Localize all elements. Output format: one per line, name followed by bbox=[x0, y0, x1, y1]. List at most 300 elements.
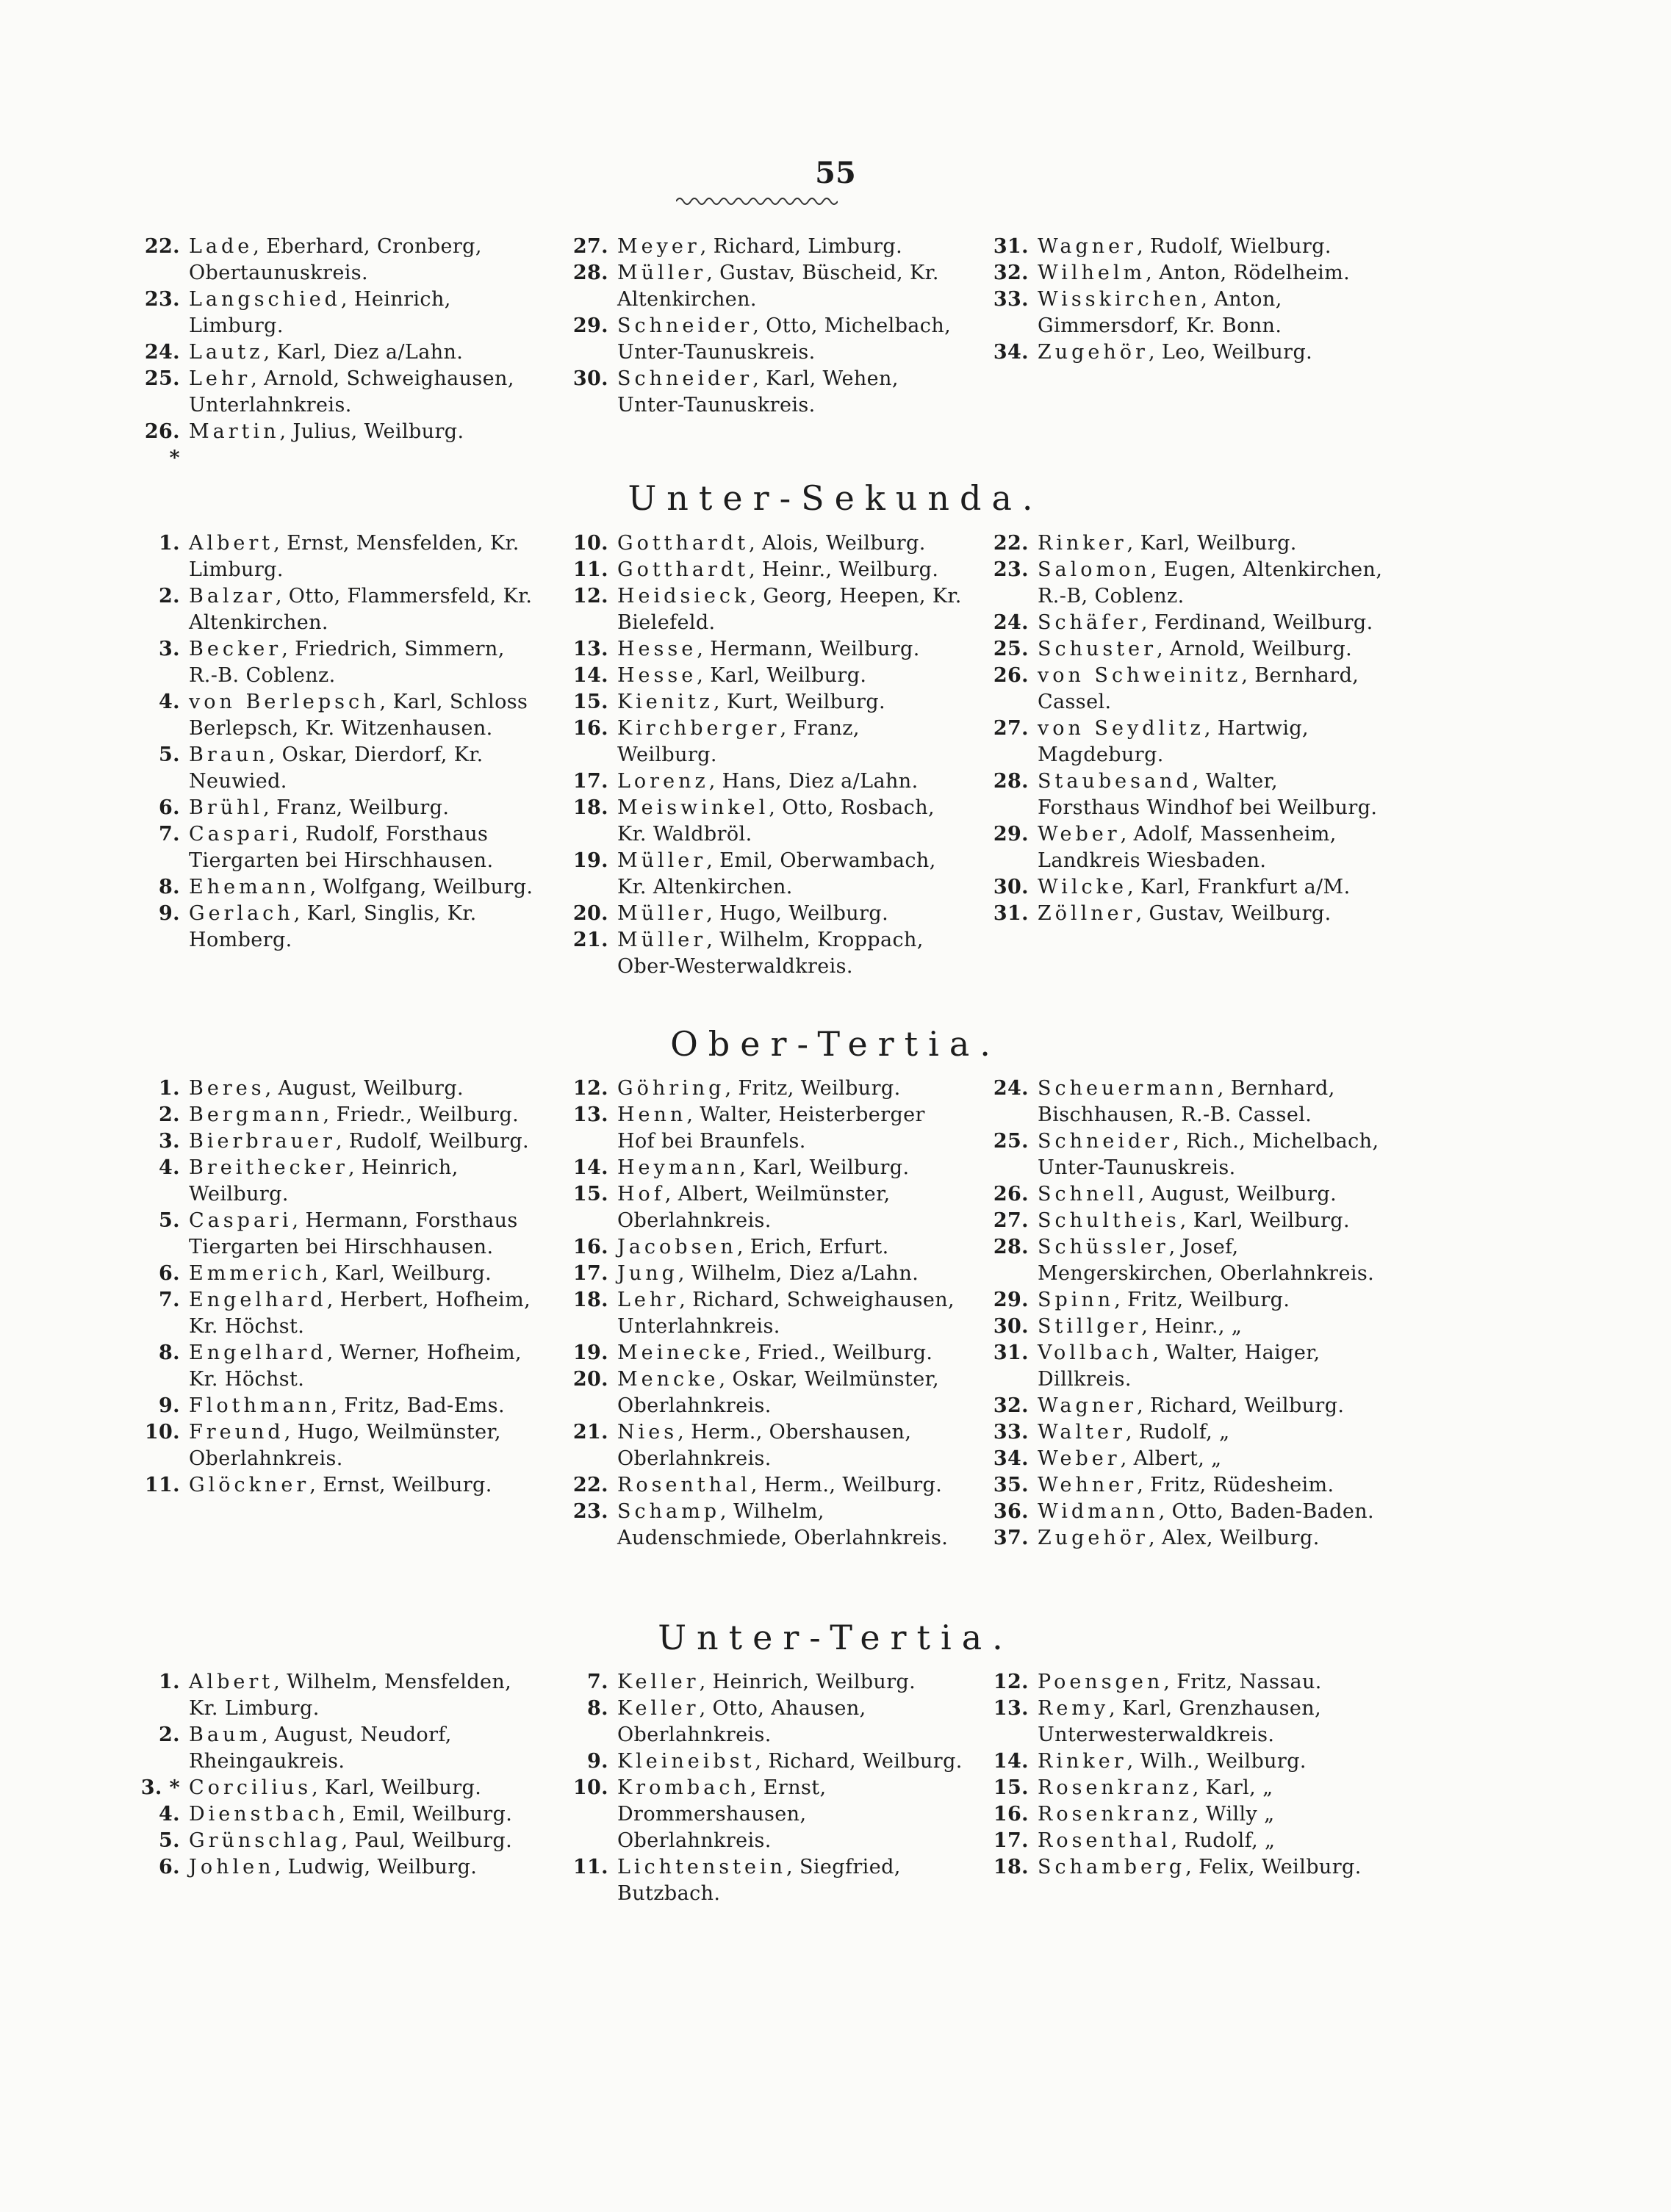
student-details: , Eugen, Altenkirchen, R.-B, Coblenz. bbox=[1038, 558, 1383, 608]
list-item bbox=[129, 1419, 536, 1472]
student-details: , Werner, Hofheim, Kr. Höchst. bbox=[189, 1341, 522, 1391]
student-surname: Müller bbox=[617, 262, 707, 284]
list-item bbox=[977, 530, 1385, 557]
list-item bbox=[557, 927, 965, 980]
entry-number: 25. bbox=[144, 367, 180, 390]
student-details: , Herm., Weilburg. bbox=[750, 1474, 943, 1496]
list-item bbox=[977, 1340, 1385, 1393]
list-item bbox=[557, 848, 965, 901]
entry-number: 17. bbox=[572, 770, 608, 793]
student-details: , Karl, Weilburg. bbox=[321, 1262, 492, 1285]
student-surname: Glöckner bbox=[189, 1474, 310, 1496]
list-item bbox=[557, 901, 965, 927]
student-details: , Karl, Wehen, Unter-Taunuskreis. bbox=[617, 367, 899, 417]
entry-number: 31. bbox=[993, 1341, 1029, 1364]
entry-number: 14. bbox=[572, 664, 608, 687]
student-surname: Lichtenstein bbox=[617, 1856, 787, 1878]
entry-number: 23. bbox=[572, 1500, 608, 1523]
student-details: , Fritz, Weilburg. bbox=[1114, 1289, 1290, 1311]
entry-number: 7. bbox=[159, 823, 180, 846]
wave-ornament bbox=[676, 192, 838, 210]
student-details: , Anton, Gimmersdorf, Kr. Bonn. bbox=[1038, 288, 1282, 337]
student-details: , Karl, Schloss Berlepsch, Kr. Witzenhausen. bbox=[189, 691, 528, 740]
list-item bbox=[129, 339, 536, 366]
list-item bbox=[977, 339, 1385, 366]
student-surname: Schamp bbox=[617, 1500, 720, 1523]
entry-number: 13. bbox=[572, 638, 608, 660]
list-item bbox=[557, 1472, 965, 1499]
student-surname: Salomon bbox=[1038, 558, 1151, 581]
entry-number: 16. bbox=[572, 717, 608, 740]
entry-number: 7. bbox=[159, 1289, 180, 1311]
list-item bbox=[977, 768, 1385, 821]
student-surname: Staubesand bbox=[1038, 770, 1193, 793]
student-surname: Hof bbox=[617, 1183, 665, 1206]
student-details: , Karl, Weilburg. bbox=[1126, 532, 1297, 555]
student-surname: Hesse bbox=[617, 664, 697, 687]
list-item bbox=[977, 260, 1385, 287]
list-item bbox=[977, 1472, 1385, 1499]
entry-number: 12. bbox=[993, 1671, 1029, 1693]
list-item bbox=[977, 1076, 1385, 1128]
list-item bbox=[129, 874, 536, 901]
student-details: , Albert, Weilmünster, Oberlahnkreis. bbox=[617, 1183, 891, 1232]
entry-number: 12. bbox=[572, 1077, 608, 1100]
student-details: , Karl, Grenzhausen, Unterwesterwaldkreis. bbox=[1038, 1697, 1322, 1746]
list-item bbox=[977, 1314, 1385, 1340]
entry-number: 25. bbox=[993, 638, 1029, 660]
list-item bbox=[557, 1669, 965, 1696]
student-surname: Henn bbox=[617, 1103, 687, 1126]
entry-number: 4. bbox=[159, 1156, 180, 1179]
student-surname: Engelhard bbox=[189, 1289, 327, 1311]
student-surname: Gotthardt bbox=[617, 532, 750, 555]
page-number: 55 bbox=[815, 156, 856, 190]
student-details: , Erich, Erfurt. bbox=[736, 1236, 889, 1258]
column bbox=[557, 1669, 965, 1907]
list-item bbox=[977, 1499, 1385, 1525]
student-surname: Beres bbox=[189, 1077, 265, 1100]
entry-number: 34. bbox=[993, 1447, 1029, 1470]
list-item bbox=[557, 1340, 965, 1366]
student-surname: Schuster bbox=[1038, 638, 1157, 660]
list-item bbox=[129, 1155, 536, 1208]
student-details: , Adolf, Massenheim, Landkreis Wiesbaden. bbox=[1038, 823, 1337, 872]
student-details: , Gustav, Weilburg. bbox=[1135, 902, 1332, 925]
list-item bbox=[977, 663, 1385, 716]
list-item bbox=[129, 1102, 536, 1128]
student-surname: Spinn bbox=[1038, 1289, 1115, 1311]
list-item bbox=[977, 1696, 1385, 1748]
student-surname: von Berlepsch bbox=[189, 691, 380, 713]
list-item bbox=[129, 901, 536, 954]
list-item bbox=[557, 663, 965, 689]
column bbox=[977, 234, 1385, 366]
entry-number: 8. bbox=[159, 1341, 180, 1364]
entry-number: 32. bbox=[993, 1394, 1029, 1417]
entry-number: 22. bbox=[572, 1474, 608, 1496]
student-details: , Franz, Weilburg. bbox=[617, 717, 860, 766]
list-item bbox=[557, 768, 965, 795]
entry-number: 21. bbox=[572, 1421, 608, 1444]
entry-number: 3. bbox=[159, 1130, 180, 1153]
entry-number: 22. bbox=[993, 532, 1029, 555]
entry-number: 4. bbox=[159, 1803, 180, 1826]
student-details: , August, Neudorf, Rheingaukreis. bbox=[189, 1723, 452, 1773]
student-details: , Oskar, Dierdorf, Kr. Neuwied. bbox=[189, 743, 484, 793]
student-details: , Otto, Baden-Baden. bbox=[1158, 1500, 1374, 1523]
student-surname: Lade bbox=[189, 235, 254, 258]
list-item bbox=[977, 874, 1385, 901]
list-item bbox=[129, 419, 536, 469]
list-item bbox=[557, 1234, 965, 1261]
column bbox=[129, 234, 536, 469]
student-surname: Albert bbox=[189, 532, 274, 555]
student-details: , Karl, Weilburg. bbox=[697, 664, 867, 687]
student-surname: Johlen bbox=[189, 1856, 275, 1878]
student-details: , Felix, Weilburg. bbox=[1185, 1856, 1362, 1878]
list-item bbox=[977, 1748, 1385, 1775]
list-item bbox=[129, 234, 536, 287]
list-item bbox=[129, 1128, 536, 1155]
column bbox=[977, 530, 1385, 927]
student-surname: Rosenkranz bbox=[1038, 1803, 1193, 1826]
entry-number: 19. bbox=[572, 1341, 608, 1364]
student-surname: Martin bbox=[189, 420, 280, 443]
student-details: , Wilhelm, Diez a/Lahn. bbox=[678, 1262, 919, 1285]
student-details: , Bernhard, Cassel. bbox=[1038, 664, 1359, 713]
entry-number: 21. bbox=[572, 929, 608, 951]
student-details: , Alois, Weilburg. bbox=[749, 532, 926, 555]
student-details: , Rudolf, „ bbox=[1171, 1829, 1276, 1852]
student-surname: Poensgen bbox=[1038, 1671, 1164, 1693]
student-surname: von Seydlitz bbox=[1038, 717, 1204, 740]
student-surname: Jacobsen bbox=[617, 1236, 737, 1258]
list-item bbox=[129, 689, 536, 742]
entry-number: 7. bbox=[587, 1671, 608, 1693]
entry-number: 34. bbox=[993, 341, 1029, 364]
student-details: , Kurt, Weilburg. bbox=[713, 691, 885, 713]
list-item bbox=[129, 1775, 536, 1801]
student-details: , Otto, Ahausen, Oberlahnkreis. bbox=[617, 1697, 866, 1746]
student-details: , Wilhelm, Kroppach, Ober-Westerwaldkreis. bbox=[617, 929, 924, 978]
list-item bbox=[977, 234, 1385, 260]
student-surname: Gotthardt bbox=[617, 558, 750, 581]
student-surname: Brühl bbox=[189, 796, 264, 819]
student-surname: Schneider bbox=[1038, 1130, 1174, 1153]
student-surname: Bergmann bbox=[189, 1103, 323, 1126]
student-details: , Albert, „ bbox=[1120, 1447, 1222, 1470]
entry-number: 2. bbox=[159, 585, 180, 608]
student-details: , Friedr., Weilburg. bbox=[323, 1103, 520, 1126]
list-item bbox=[977, 1128, 1385, 1181]
entry-number: 11. bbox=[572, 558, 608, 581]
student-surname: Corcilius bbox=[189, 1776, 312, 1799]
student-details: , Otto, Flammersfeld, Kr. Altenkirchen. bbox=[189, 585, 533, 634]
student-details: , Friedrich, Simmern, R.-B. Coblenz. bbox=[189, 638, 505, 687]
entry-number: 2. bbox=[159, 1723, 180, 1746]
entry-number: 30. bbox=[572, 367, 608, 390]
entry-number: 3. * bbox=[140, 1776, 180, 1799]
list-item bbox=[129, 1854, 536, 1881]
student-details: , Karl, „ bbox=[1192, 1776, 1273, 1799]
student-surname: Freund bbox=[189, 1421, 284, 1444]
section-title: Unter-Sekunda. bbox=[628, 478, 1043, 518]
entry-number: 26. bbox=[993, 664, 1029, 687]
student-surname: Müller bbox=[617, 849, 707, 872]
entry-number: 28. bbox=[993, 1236, 1029, 1258]
student-surname: Ehemann bbox=[189, 876, 310, 898]
entry-number: 10. bbox=[144, 1421, 180, 1444]
entry-number: 29. bbox=[572, 314, 608, 337]
student-details: , Rudolf, Forsthaus Tiergarten bei Hirschhausen. bbox=[189, 823, 494, 872]
student-details: , Oskar, Weilmünster, Oberlahnkreis. bbox=[617, 1368, 939, 1417]
entry-number: 18. bbox=[993, 1856, 1029, 1878]
student-surname: Walter bbox=[1038, 1421, 1126, 1444]
student-details: , Heinrich, Weilburg. bbox=[189, 1156, 459, 1206]
entry-number: 27. bbox=[572, 235, 608, 258]
student-details: , Karl, Weilburg. bbox=[312, 1776, 482, 1799]
list-item bbox=[977, 1525, 1385, 1552]
list-item bbox=[557, 234, 965, 260]
student-surname: Kleineibst bbox=[617, 1750, 755, 1773]
student-surname: Rinker bbox=[1038, 1750, 1127, 1773]
entry-number: 20. bbox=[572, 1368, 608, 1391]
list-item bbox=[977, 1234, 1385, 1287]
list-item bbox=[557, 1261, 965, 1287]
student-details: , August, Weilburg. bbox=[265, 1077, 464, 1100]
student-details: , Ernst, Weilburg. bbox=[309, 1474, 492, 1496]
student-surname: Schneider bbox=[617, 367, 753, 390]
list-item bbox=[557, 1102, 965, 1155]
column bbox=[557, 530, 965, 980]
student-details: , Alex, Weilburg. bbox=[1148, 1527, 1320, 1549]
student-surname: Grünschlag bbox=[189, 1829, 342, 1852]
entry-number: 24. bbox=[993, 1077, 1029, 1100]
student-surname: Zugehör bbox=[1038, 1527, 1149, 1549]
list-item bbox=[977, 1801, 1385, 1828]
entry-number: 9. bbox=[159, 1394, 180, 1417]
student-details: , Karl, Diez a/Lahn. bbox=[263, 341, 464, 364]
list-item bbox=[557, 366, 965, 419]
list-item bbox=[557, 1366, 965, 1419]
student-details: , Fritz, Nassau. bbox=[1163, 1671, 1322, 1693]
student-details: , Wilhelm, Audenschmiede, Oberlahnkreis. bbox=[617, 1500, 949, 1549]
student-surname: Baum bbox=[189, 1723, 262, 1746]
student-surname: Wilcke bbox=[1038, 876, 1128, 898]
student-details: , Ferdinand, Weilburg. bbox=[1140, 611, 1373, 634]
student-surname: Lehr bbox=[617, 1289, 680, 1311]
entry-number: 26. bbox=[993, 1183, 1029, 1206]
list-item bbox=[977, 1854, 1385, 1881]
student-surname: Albert bbox=[189, 1671, 274, 1693]
student-details: , Karl, Singlis, Kr. Homberg. bbox=[189, 902, 477, 951]
student-surname: Vollbach bbox=[1038, 1341, 1153, 1364]
list-item bbox=[977, 610, 1385, 636]
list-item bbox=[557, 1076, 965, 1102]
student-surname: Rosenkranz bbox=[1038, 1776, 1193, 1799]
student-details: , Fritz, Rüdesheim. bbox=[1137, 1474, 1334, 1496]
section-title: Ober-Tertia. bbox=[670, 1024, 1001, 1064]
student-surname: Zöllner bbox=[1038, 902, 1136, 925]
student-surname: Weber bbox=[1038, 823, 1121, 846]
list-item bbox=[557, 1696, 965, 1748]
student-surname: Heidsieck bbox=[617, 585, 750, 608]
entry-number: 23. bbox=[144, 288, 180, 311]
student-details: , August, Weilburg. bbox=[1138, 1183, 1337, 1206]
list-item bbox=[977, 1419, 1385, 1446]
student-details: , Rudolf, „ bbox=[1125, 1421, 1230, 1444]
student-details: , Gustav, Büscheid, Kr. Altenkirchen. bbox=[617, 262, 939, 311]
student-surname: Wagner bbox=[1038, 235, 1138, 258]
student-surname: Dienstbach bbox=[189, 1803, 339, 1826]
entry-number: 15. bbox=[993, 1776, 1029, 1799]
student-surname: Caspari bbox=[189, 1209, 292, 1232]
student-surname: Weber bbox=[1038, 1447, 1121, 1470]
list-item bbox=[977, 1393, 1385, 1419]
entry-number: 32. bbox=[993, 262, 1029, 284]
student-details: , Hermann, Weilburg. bbox=[697, 638, 920, 660]
student-surname: Widmann bbox=[1038, 1500, 1159, 1523]
entry-number: 2. bbox=[159, 1103, 180, 1126]
student-details: , Rudolf, Wielburg. bbox=[1137, 235, 1332, 258]
list-item bbox=[977, 821, 1385, 874]
entry-number: 29. bbox=[993, 1289, 1029, 1311]
student-details: , Heinrich, Limburg. bbox=[189, 288, 451, 337]
list-item bbox=[129, 1208, 536, 1261]
list-item bbox=[129, 1828, 536, 1854]
list-item bbox=[977, 901, 1385, 927]
student-surname: Krombach bbox=[617, 1776, 750, 1799]
entry-number: 22. bbox=[144, 235, 180, 258]
student-details: , Heinr., „ bbox=[1141, 1315, 1243, 1338]
list-item bbox=[977, 1775, 1385, 1801]
entry-number: 36. bbox=[993, 1500, 1029, 1523]
entry-number: 14. bbox=[572, 1156, 608, 1179]
student-surname: Müller bbox=[617, 929, 707, 951]
list-item bbox=[129, 583, 536, 636]
entry-number: 30. bbox=[993, 876, 1029, 898]
student-details: , Julius, Weilburg. bbox=[279, 420, 464, 443]
entry-number: 9. bbox=[159, 902, 180, 925]
list-item bbox=[977, 1828, 1385, 1854]
student-surname: Bierbrauer bbox=[189, 1130, 336, 1153]
student-surname: Scheuermann bbox=[1038, 1077, 1218, 1100]
entry-number: 3. bbox=[159, 638, 180, 660]
student-surname: Langschied bbox=[189, 288, 341, 311]
student-details: , Siegfried, Butzbach. bbox=[617, 1856, 901, 1905]
list-item bbox=[557, 583, 965, 636]
student-details: , Franz, Weilburg. bbox=[263, 796, 450, 819]
entry-number: 6. bbox=[159, 1856, 180, 1878]
student-details: , Leo, Weilburg. bbox=[1148, 341, 1313, 364]
entry-number: 17. bbox=[993, 1829, 1029, 1852]
student-details: , Emil, Oberwambach, Kr. Altenkirchen. bbox=[617, 849, 936, 898]
entry-number: 27. bbox=[993, 1209, 1029, 1232]
student-surname: Nies bbox=[617, 1421, 678, 1444]
student-surname: Lautz bbox=[189, 341, 264, 364]
column bbox=[129, 1669, 536, 1881]
list-item bbox=[129, 1340, 536, 1393]
list-item bbox=[129, 1801, 536, 1828]
entry-number: 10. bbox=[572, 532, 608, 555]
student-surname: Schamberg bbox=[1038, 1856, 1186, 1878]
list-item bbox=[977, 1669, 1385, 1696]
column bbox=[129, 530, 536, 954]
entry-number: 26. * bbox=[144, 420, 180, 469]
column bbox=[129, 1076, 536, 1499]
student-details: , Eberhard, Cronberg, Obertaunuskreis. bbox=[189, 235, 482, 284]
student-surname: Schultheis bbox=[1038, 1209, 1180, 1232]
student-details: , Fried., Weilburg. bbox=[744, 1341, 933, 1364]
student-details: , Willy „ bbox=[1192, 1803, 1275, 1826]
student-details: , Richard, Schweighausen, Unterlahnkreis. bbox=[617, 1289, 955, 1338]
entry-number: 15. bbox=[572, 1183, 608, 1206]
student-details: , Emil, Weilburg. bbox=[339, 1803, 513, 1826]
entry-number: 8. bbox=[587, 1697, 608, 1720]
student-surname: Gerlach bbox=[189, 902, 294, 925]
list-item bbox=[129, 821, 536, 874]
student-surname: Wilhelm bbox=[1038, 262, 1146, 284]
entry-number: 28. bbox=[572, 262, 608, 284]
column bbox=[557, 1076, 965, 1552]
student-details: , Bernhard, Bischhausen, R.-B. Cassel. bbox=[1038, 1077, 1335, 1126]
entry-number: 20. bbox=[572, 902, 608, 925]
student-details: , Hans, Diez a/Lahn. bbox=[708, 770, 919, 793]
student-details: , Wilh., Weilburg. bbox=[1126, 1750, 1307, 1773]
list-item bbox=[557, 557, 965, 583]
student-surname: Becker bbox=[189, 638, 282, 660]
student-surname: Meiswinkel bbox=[617, 796, 769, 819]
entry-number: 4. bbox=[159, 691, 180, 713]
entry-number: 23. bbox=[993, 558, 1029, 581]
student-details: , Wolfgang, Weilburg. bbox=[309, 876, 533, 898]
list-item bbox=[557, 313, 965, 366]
list-item bbox=[557, 636, 965, 663]
list-item bbox=[977, 1181, 1385, 1208]
student-details: , Otto, Michelbach, Unter-Taunuskreis. bbox=[617, 314, 952, 364]
student-surname: Caspari bbox=[189, 823, 292, 846]
student-details: , Paul, Weilburg. bbox=[341, 1829, 513, 1852]
student-surname: Breithecker bbox=[189, 1156, 348, 1179]
entry-number: 29. bbox=[993, 823, 1029, 846]
student-details: , Heinr., Weilburg. bbox=[749, 558, 939, 581]
student-surname: Rosenthal bbox=[1038, 1829, 1171, 1852]
student-surname: Kienitz bbox=[617, 691, 714, 713]
student-details: , Otto, Rosbach, Kr. Waldbröl. bbox=[617, 796, 935, 846]
student-details: , Walter, Haiger, Dillkreis. bbox=[1038, 1341, 1320, 1391]
student-details: , Rich., Michelbach, Unter-Taunuskreis. bbox=[1038, 1130, 1379, 1179]
column bbox=[977, 1076, 1385, 1552]
student-surname: Wagner bbox=[1038, 1394, 1138, 1417]
entry-number: 13. bbox=[572, 1103, 608, 1126]
list-item bbox=[557, 795, 965, 848]
student-details: , Hartwig, Magdeburg. bbox=[1038, 717, 1309, 766]
entry-number: 11. bbox=[144, 1474, 180, 1496]
student-details: , Karl, Frankfurt a/M. bbox=[1127, 876, 1351, 898]
list-item bbox=[977, 636, 1385, 663]
list-item bbox=[129, 1472, 536, 1499]
entry-number: 24. bbox=[144, 341, 180, 364]
list-item bbox=[977, 557, 1385, 610]
section-title: Unter-Tertia. bbox=[658, 1618, 1013, 1657]
entry-number: 10. bbox=[572, 1776, 608, 1799]
list-item bbox=[129, 287, 536, 339]
list-item bbox=[557, 689, 965, 716]
entry-number: 33. bbox=[993, 1421, 1029, 1444]
entry-number: 18. bbox=[572, 1289, 608, 1311]
student-details: , Karl, Weilburg. bbox=[1179, 1209, 1350, 1232]
